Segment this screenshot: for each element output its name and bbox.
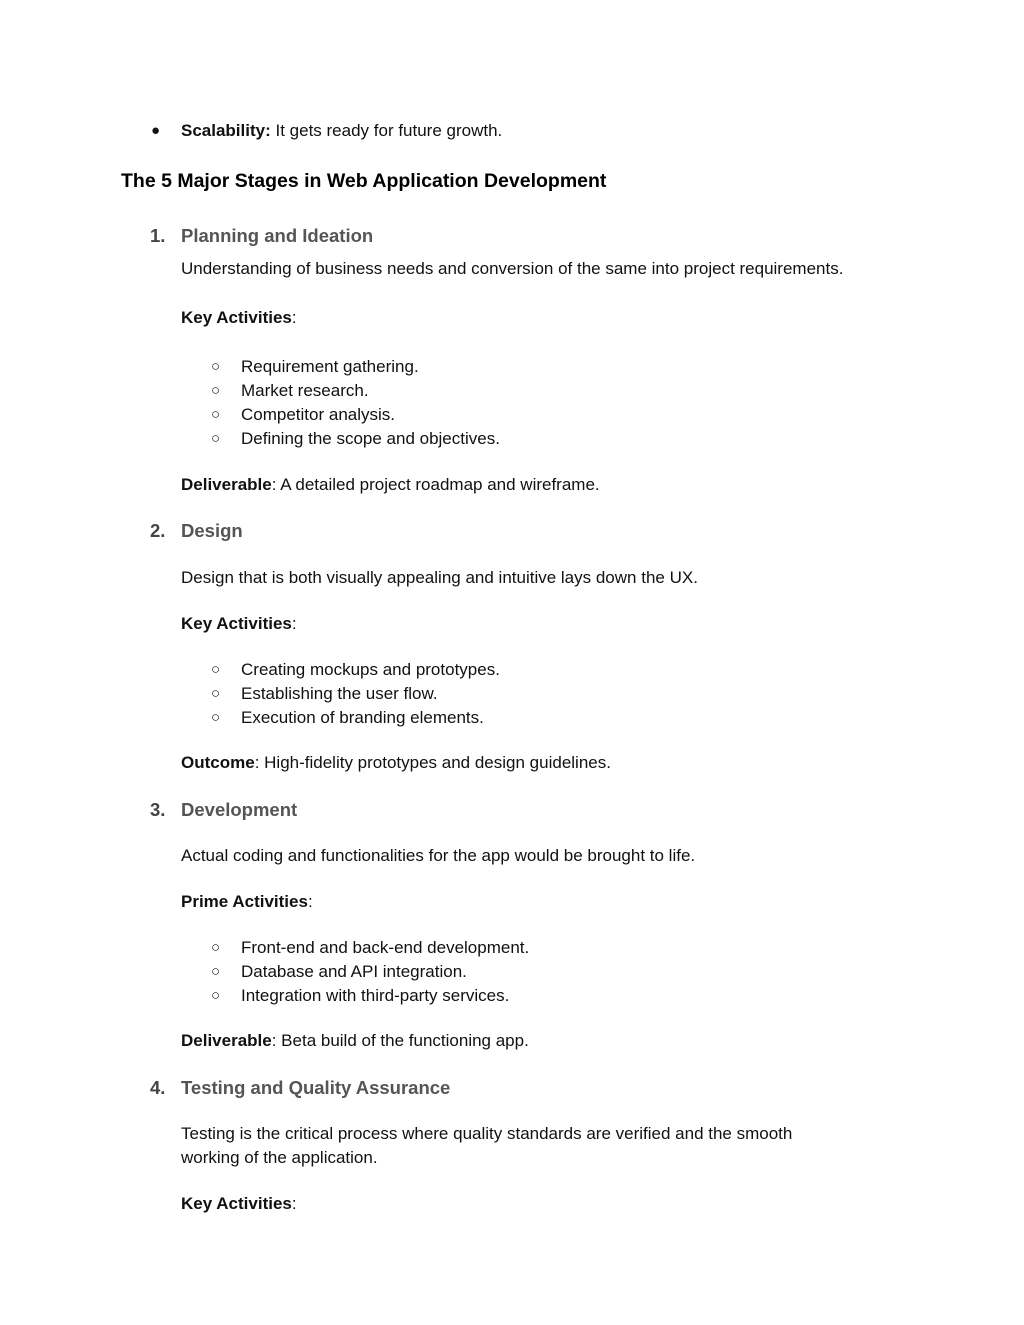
result-line <box>181 753 611 773</box>
activities-label: Key Activities <box>181 1194 292 1213</box>
result-text: : Beta build of the functioning app. <box>271 1031 529 1050</box>
result-text: : A detailed project roadmap and wireframe. <box>271 475 600 494</box>
circle-bullet: ○ <box>211 661 221 678</box>
result-label: Outcome <box>181 753 255 772</box>
stage-number: 1. <box>150 225 166 246</box>
circle-bullet: ○ <box>211 709 221 726</box>
activities-label: Key Activities <box>181 308 292 327</box>
circle-bullet: ○ <box>211 939 221 956</box>
circle-bullet: ○ <box>211 685 221 702</box>
intro-text: It gets ready for future growth. <box>270 121 503 140</box>
circle-bullet: ○ <box>211 987 221 1004</box>
result-line <box>181 1031 529 1051</box>
circle-bullet: ○ <box>211 406 221 423</box>
intro-label: Scalability: <box>181 121 271 140</box>
stage-number: 4. <box>150 1077 166 1098</box>
list-item: Defining the scope and objectives. <box>241 429 500 448</box>
result-label: Deliverable <box>181 1031 272 1050</box>
list-item: Market research. <box>241 381 369 400</box>
colon: : <box>291 614 297 633</box>
activities-label: Key Activities <box>181 614 292 633</box>
circle-bullet: ○ <box>211 382 221 399</box>
list-item: Establishing the user flow. <box>241 684 438 703</box>
stage-description: Actual coding and functionalities for the app would be brought to life. <box>181 846 696 865</box>
result-label: Deliverable <box>181 475 272 494</box>
list-item: Requirement gathering. <box>241 357 419 376</box>
activities-heading <box>181 308 297 328</box>
stage-description: Testing is the critical process where quality standards are verified and the smooth working of the application. <box>181 1124 793 1167</box>
list-item: Front-end and back-end development. <box>241 938 530 957</box>
list-item: Execution of branding elements. <box>241 708 484 727</box>
list-item: Creating mockups and prototypes. <box>241 660 500 679</box>
result-line <box>181 475 600 495</box>
colon: : <box>291 308 297 327</box>
stage-title: Planning and Ideation <box>181 225 374 246</box>
colon: : <box>291 1194 297 1213</box>
activities-heading <box>181 892 313 912</box>
circle-bullet: ○ <box>211 963 221 980</box>
stage-description: Design that is both visually appealing and intuitive lays down the UX. <box>181 568 698 587</box>
bullet-dot: ● <box>151 122 161 139</box>
circle-bullet: ○ <box>211 430 221 447</box>
stage-title: Design <box>181 520 243 541</box>
stage-number: 3. <box>150 799 166 820</box>
stage-title: Testing and Quality Assurance <box>181 1077 451 1098</box>
stage-title: Development <box>181 799 298 820</box>
activities-label: Prime Activities <box>181 892 308 911</box>
circle-bullet: ○ <box>211 358 221 375</box>
result-text: : High-fidelity prototypes and design guidelines. <box>254 753 611 772</box>
list-item: Competitor analysis. <box>241 405 396 424</box>
section-title: The 5 Major Stages in Web Application Development <box>121 170 607 192</box>
list-item: Integration with third-party services. <box>241 986 510 1005</box>
stage-number: 2. <box>150 520 166 541</box>
list-item: Database and API integration. <box>241 962 467 981</box>
activities-heading <box>181 614 297 634</box>
colon: : <box>307 892 313 911</box>
activities-heading <box>181 1194 297 1214</box>
intro-line <box>181 121 502 141</box>
stage-description: Understanding of business needs and conversion of the same into project requirements. <box>181 259 844 278</box>
